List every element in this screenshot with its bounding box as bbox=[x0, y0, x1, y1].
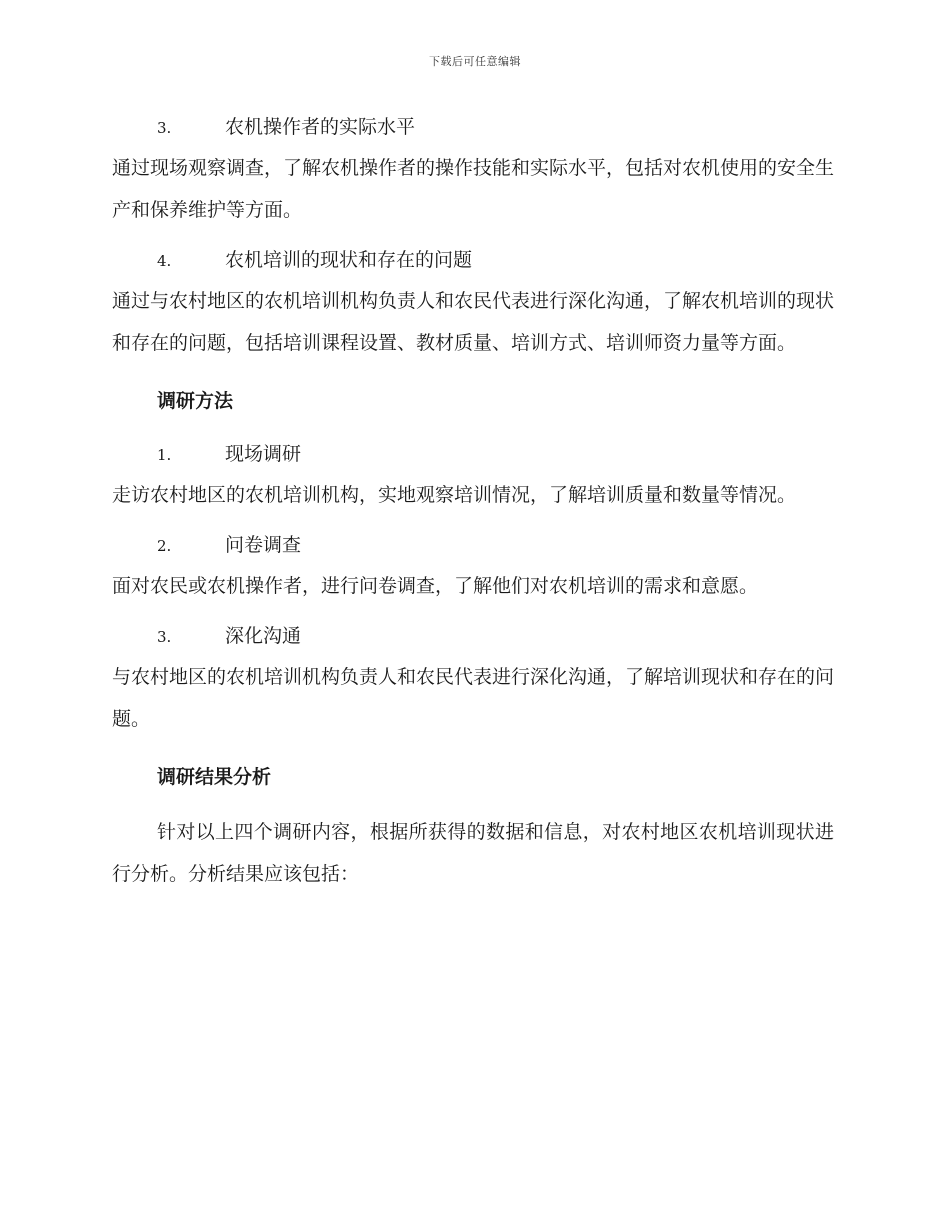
heading-number: 4. bbox=[157, 252, 172, 270]
heading-title: 农机操作者的实际水平 bbox=[225, 116, 416, 138]
numbered-heading bbox=[112, 530, 834, 562]
paragraph: 走访农村地区的农机培训机构，实地观察培训情况，了解培训质量和数量等情况。 bbox=[112, 484, 797, 506]
numbered-heading bbox=[112, 245, 834, 277]
heading-number: 1. bbox=[157, 446, 172, 464]
paragraph: 针对以上四个调研内容，根据所获得的数据和信息，对农村地区农机培训现状进行分析。分析结果应该包括： bbox=[112, 821, 834, 885]
numbered-heading bbox=[112, 439, 834, 471]
section-heading: 调研方法 bbox=[157, 390, 234, 412]
heading-number: 2. bbox=[157, 537, 172, 555]
heading-number: 3. bbox=[157, 119, 172, 137]
paragraph: 通过与农村地区的农机培训机构负责人和农民代表进行深化沟通，了解农机培训的现状和存在的问题，包括培训课程设置、教材质量、培训方式、培训师资力量等方面。 bbox=[112, 290, 835, 354]
header-note: 下载后可任意编辑 bbox=[429, 55, 521, 68]
paragraph: 通过现场观察调查，了解农机操作者的操作技能和实际水平，包括对农机使用的安全生产和保养维护等方面。 bbox=[112, 157, 835, 221]
heading-title: 农机培训的现状和存在的问题 bbox=[225, 249, 473, 271]
heading-title: 问卷调查 bbox=[225, 534, 302, 556]
section-heading: 调研结果分析 bbox=[157, 766, 272, 788]
paragraph: 与农村地区的农机培训机构负责人和农民代表进行深化沟通，了解培训现状和存在的问题。 bbox=[112, 666, 835, 730]
numbered-heading bbox=[112, 112, 834, 144]
heading-title: 深化沟通 bbox=[225, 625, 302, 647]
heading-number: 3. bbox=[157, 628, 172, 646]
document-content bbox=[112, 112, 834, 895]
numbered-heading bbox=[112, 621, 834, 653]
paragraph: 面对农民或农机操作者，进行问卷调查，了解他们对农机培训的需求和意愿。 bbox=[112, 575, 759, 597]
heading-title: 现场调研 bbox=[225, 443, 302, 465]
